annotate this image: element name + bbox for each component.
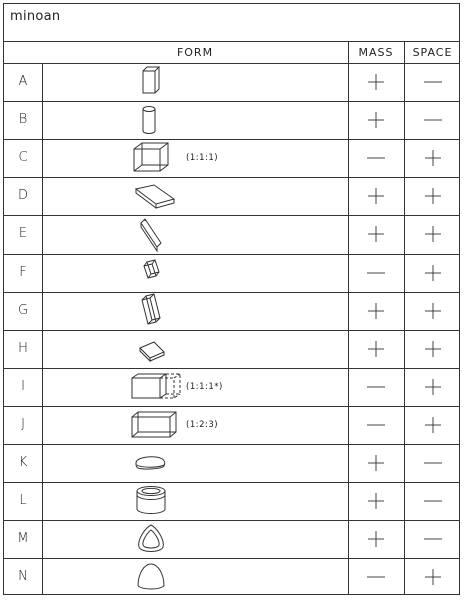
column-header-space: SPACE (412, 46, 453, 59)
tall-frame-icon (114, 292, 184, 330)
table-row (4, 520, 459, 558)
mass-plus-sign (351, 292, 401, 330)
table-row (4, 444, 459, 482)
row-letter: B (18, 112, 28, 128)
column-header-form: FORM (176, 46, 214, 59)
row-letter: F (19, 264, 27, 280)
space-plus-sign (408, 406, 458, 444)
mass-minus-sign (351, 368, 401, 406)
divider (4, 215, 459, 216)
mass-minus-sign (351, 139, 401, 177)
space-plus-sign (408, 330, 458, 368)
mass-minus-sign (351, 254, 401, 292)
rounded-triangle-icon (114, 520, 184, 558)
table-row (4, 177, 459, 215)
small-frame-icon (114, 254, 184, 292)
space-plus-sign (408, 139, 458, 177)
divider (4, 139, 459, 140)
mass-plus-sign (351, 482, 401, 520)
space-minus-sign (408, 482, 458, 520)
row-letter: N (18, 569, 28, 585)
space-plus-sign (408, 215, 458, 253)
table-row (4, 254, 459, 292)
mass-minus-sign (351, 406, 401, 444)
space-plus-sign (408, 292, 458, 330)
sheet-title: minoan (10, 9, 61, 24)
divider (4, 177, 459, 178)
mass-plus-sign (351, 330, 401, 368)
divider (4, 101, 459, 102)
row-letter: E (18, 226, 28, 242)
row-letter: L (19, 493, 27, 509)
space-minus-sign (408, 444, 458, 482)
divider (4, 444, 459, 445)
row-letter: C (18, 150, 28, 166)
row-letter: D (17, 188, 28, 204)
table-row (4, 215, 459, 253)
mass-plus-sign (351, 63, 401, 101)
divider (4, 368, 459, 369)
mass-plus-sign (351, 177, 401, 215)
divider (4, 330, 459, 331)
table-row (4, 139, 459, 177)
dome-icon (114, 558, 184, 596)
mass-plus-sign (351, 101, 401, 139)
mass-minus-sign (351, 558, 401, 596)
form-chart-sheet (3, 3, 460, 595)
table-row (4, 368, 459, 406)
proportion-label: (1:1:1*) (186, 381, 223, 392)
flat-slab-icon (114, 177, 184, 215)
row-letter: G (17, 302, 29, 318)
space-minus-sign (408, 520, 458, 558)
table-row (4, 482, 459, 520)
space-minus-sign (408, 63, 458, 101)
row-letter: M (17, 531, 29, 547)
mass-plus-sign (351, 215, 401, 253)
space-plus-sign (408, 558, 458, 596)
wire-cube-icon (114, 139, 184, 177)
column-header-mass: MASS (358, 46, 394, 59)
table-row (4, 558, 459, 596)
row-letter: I (21, 378, 25, 394)
table-row (4, 292, 459, 330)
divider (4, 558, 459, 559)
mass-plus-sign (351, 520, 401, 558)
divider (4, 520, 459, 521)
flat-tray-icon (114, 330, 184, 368)
row-letter: A (18, 74, 28, 89)
cylinder-icon (114, 101, 184, 139)
table-row (4, 101, 459, 139)
ring-cylinder-icon (114, 482, 184, 520)
table-row (4, 330, 459, 368)
row-letter: J (21, 416, 25, 432)
divider (4, 292, 459, 293)
mass-plus-sign (351, 444, 401, 482)
space-plus-sign (408, 368, 458, 406)
space-plus-sign (408, 254, 458, 292)
upright-panel-icon (114, 215, 184, 253)
tall-block-icon (114, 63, 184, 101)
row-letter: H (18, 340, 28, 356)
divider (4, 254, 459, 255)
extended-box-icon (114, 368, 184, 406)
pebble-icon (114, 444, 184, 482)
proportion-label: (1:2:3) (186, 419, 219, 430)
space-plus-sign (408, 177, 458, 215)
space-minus-sign (408, 101, 458, 139)
divider (4, 406, 459, 407)
divider (4, 482, 459, 483)
table-row (4, 63, 459, 101)
table-row (4, 406, 459, 444)
wire-box-icon (114, 406, 184, 444)
row-letter: K (18, 455, 28, 470)
proportion-label: (1:1:1) (186, 153, 219, 164)
